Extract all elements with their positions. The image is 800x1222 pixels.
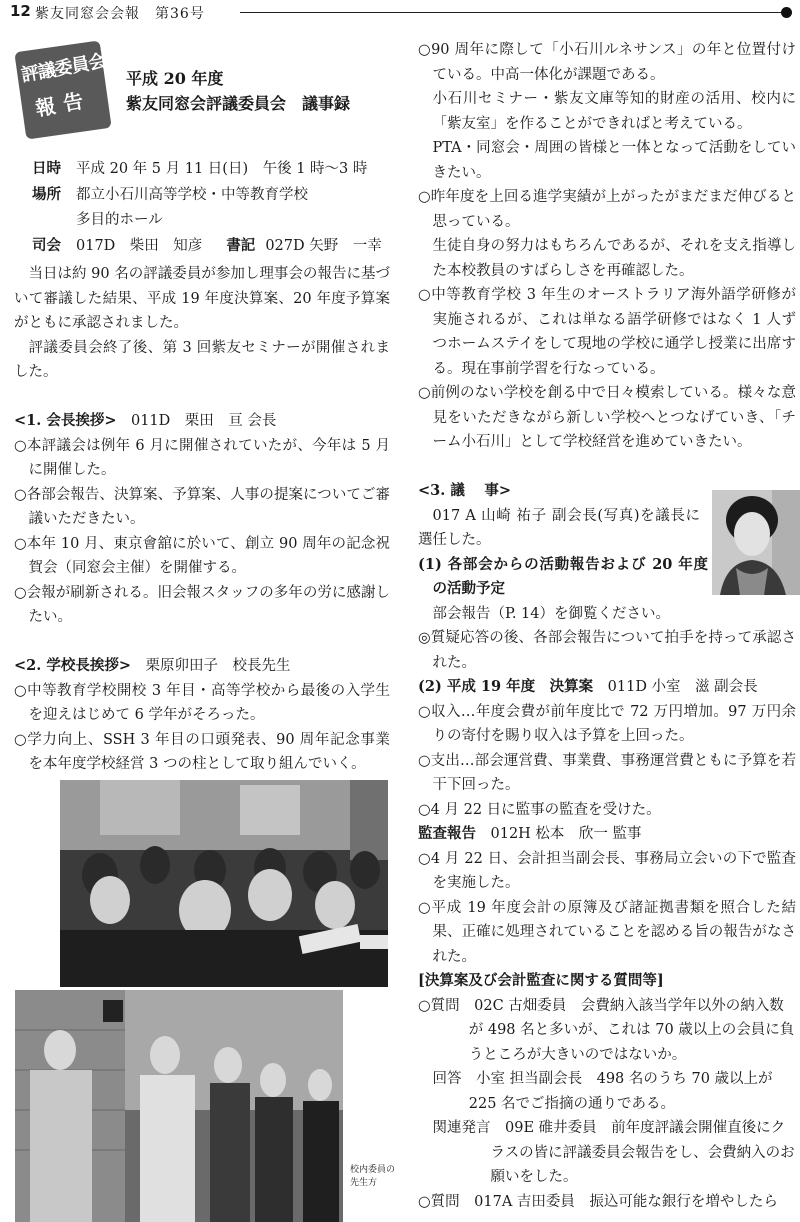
sub1-heading: (1) 各部会からの活動報告および 20 年度の活動予定 [418, 555, 708, 597]
title-main: 紫友同窓会評議委員会 議事録 [126, 94, 351, 113]
principal-continuation: 小石川セミナー・紫友文庫等知的財産の活用、校内に「紫友室」を作ることができればと考えている。 [432, 91, 796, 132]
date-label: 日時 [32, 160, 61, 177]
intro-paragraph-2: 評議委員会終了後、第 3 回紫友セミナーが開催されました。 [14, 339, 390, 380]
sub2-item: ○収入…年度会費が前年度比で 72 万円増加。97 万円余りの寄付を賜り収入は予算を上回った。 [418, 703, 796, 744]
place-value: 都立小石川高等学校・中等教育学校 [76, 187, 308, 203]
date-row [32, 156, 382, 182]
section1-heading: <1. 会長挨拶> 011D 栗田 亘 会長 [14, 412, 277, 429]
intro-paragraph-1: 当日は約 90 名の評議委員が参加し理事会の報告に基づいて審議した結果、平成 19 年度決算案、20 年度予算案がともに承認されました。 [14, 266, 390, 331]
answer-1: 回答 小室 担当副会長 498 名のうち 70 歳以上が 225 名でご指摘の通りである。 [432, 1071, 773, 1112]
section1-item: ○本評議会は例年 6 月に開催されていたが、今年は 5 月に開催した。 [14, 437, 390, 478]
date-value: 平成 20 年 5 月 11 日(日) 午後 1 時～3 時 [76, 161, 368, 177]
chair-value: 017D 柴田 知彦 [76, 238, 203, 254]
principal-continuation: PTA・同窓会・周囲の皆様と一体となって活動をしていきたい。 [432, 140, 796, 181]
badge-line1: 評議委員会 [19, 50, 107, 87]
question-2: ○質問 017A 吉田委員 振込可能な銀行を増やしたら [418, 1193, 778, 1210]
question-1: ○質問 02C 古畑委員 会費納入該当学年以外の納入数が 498 名と多いが、これは 70 歳以上の会員に負うところが大きいのではないか。 [418, 997, 795, 1063]
roles-row [32, 233, 382, 259]
article-title [126, 66, 350, 116]
section1-item: ○本年 10 月、東京會舘に於いて、創立 90 周年の記念祝賀会（同窓会主催）を開催する。 [14, 535, 390, 576]
page-number: 12 [10, 2, 31, 20]
section2-speaker: 栗原卯田子 校長先生 [145, 658, 291, 674]
header-dot [781, 7, 792, 18]
sub1-result: ◎質疑応答の後、各部会報告について拍手を持って承認された。 [418, 630, 796, 671]
audit-item: ○平成 19 年度会計の原簿及び諸証拠書類を照合した結果、正確に処理されていることを認める旨の報告がなされた。 [418, 899, 796, 965]
principal-item: ○前例のない学校を創る中で日々模索している。様々な意見をいただきながら新しい学校へとつなげていき、「チーム小石川」として学校経営を進めていきたい。 [418, 385, 796, 450]
page-header [0, 0, 800, 26]
section1-item: ○会報が刷新される。旧会報スタッフの多年の労に感謝したい。 [14, 584, 390, 625]
report-badge [8, 38, 114, 144]
principal-item: ○中等教育学校 3 年生のオーストラリア海外語学研修が実施されるが、これは単なる語学研修ではなく 1 人ずつホームステイをして現地の学校に通学し授業に出席する。現在事前学習を行なっている。 [418, 287, 796, 377]
audit-speaker: 012H 松本 欣一 監事 [490, 826, 642, 842]
place-value-2: 多目的ホール [76, 212, 163, 228]
audit-heading: 監査報告 012H 松本 欣一 監事 [418, 825, 642, 842]
place-row [32, 182, 382, 208]
section1-item: ○各部会報告、決算案、予算案、人事の提案についてご審議いただきたい。 [14, 486, 390, 527]
right-column [418, 38, 796, 1214]
sub2-item: ○支出…部会運営費、事業費、事務運営費ともに予算を若干下回った。 [418, 752, 796, 793]
photo-caption: 校内委員の 先生方 [350, 1165, 396, 1188]
principal-item: ○昨年度を上回る進学実績が上がったがまだまだ伸びると思っている。 [418, 189, 796, 230]
audit-item: ○4 月 22 日、会計担当副会長、事務局立会いの下で監査を実施した。 [418, 850, 796, 891]
section2-item: ○中等教育学校開校 3 年目・高等学校から最後の入学生を迎えはじめて 6 学年がそろった。 [14, 682, 390, 723]
place-label: 場所 [32, 186, 61, 203]
sub2-item: ○4 月 22 日に監事の監査を受けた。 [418, 801, 661, 818]
principal-item: ○90 周年に際して「小石川ルネサンス」の年と位置付けている。中高一体化が課題である。 [418, 42, 796, 83]
section3-heading: <3. 議 事> [418, 482, 512, 499]
sub2-heading: (2) 平成 19 年度 決算案 011D 小室 滋 副会長 [418, 678, 758, 695]
school-staff-photo [15, 990, 343, 1222]
meeting-info [32, 156, 382, 259]
secretary-value: 027D 矢野 一幸 [265, 238, 382, 254]
section2-item: ○学力向上、SSH 3 年目の口頭発表、90 周年記念事業を本年度学校経営 3 つの柱として取り組んでいく。 [14, 731, 390, 772]
section2-heading: <2. 学校長挨拶> 栗原卯田子 校長先生 [14, 657, 291, 674]
section3-intro: 017 A 山崎 祐子 副会長(写真)を議長に選任した。 [418, 507, 700, 548]
chair-portrait-photo [712, 490, 800, 595]
related-remark-1: 関連発言 09E 碓井委員 前年度評議会開催直後にクラスの皆に評議委員会報告をし、会費納入のお願いをした。 [432, 1120, 795, 1185]
sub1-text: 部会報告（P. 14）を御覧ください。 [432, 605, 670, 622]
badge-line2: 報告 [33, 87, 93, 121]
left-column [14, 262, 390, 777]
meeting-audience-photo [60, 780, 388, 987]
secretary-label: 書記 [226, 237, 256, 254]
sub2-speaker: 011D 小室 滋 副会長 [607, 679, 758, 695]
chair-label: 司会 [32, 237, 61, 254]
title-year: 平成 20 年度 [126, 69, 224, 88]
principal-continuation: 生徒自身の努力はもちろんであるが、それを支え指導した本校教員のすばらしさを再確認した。 [432, 238, 796, 279]
header-rule [240, 12, 785, 13]
qa-heading: [決算案及び会計監査に関する質問等] [418, 972, 664, 989]
publication-title: 紫友同窓会会報 第36号 [35, 6, 205, 22]
section1-speaker: 011D 栗田 亘 会長 [130, 413, 277, 429]
